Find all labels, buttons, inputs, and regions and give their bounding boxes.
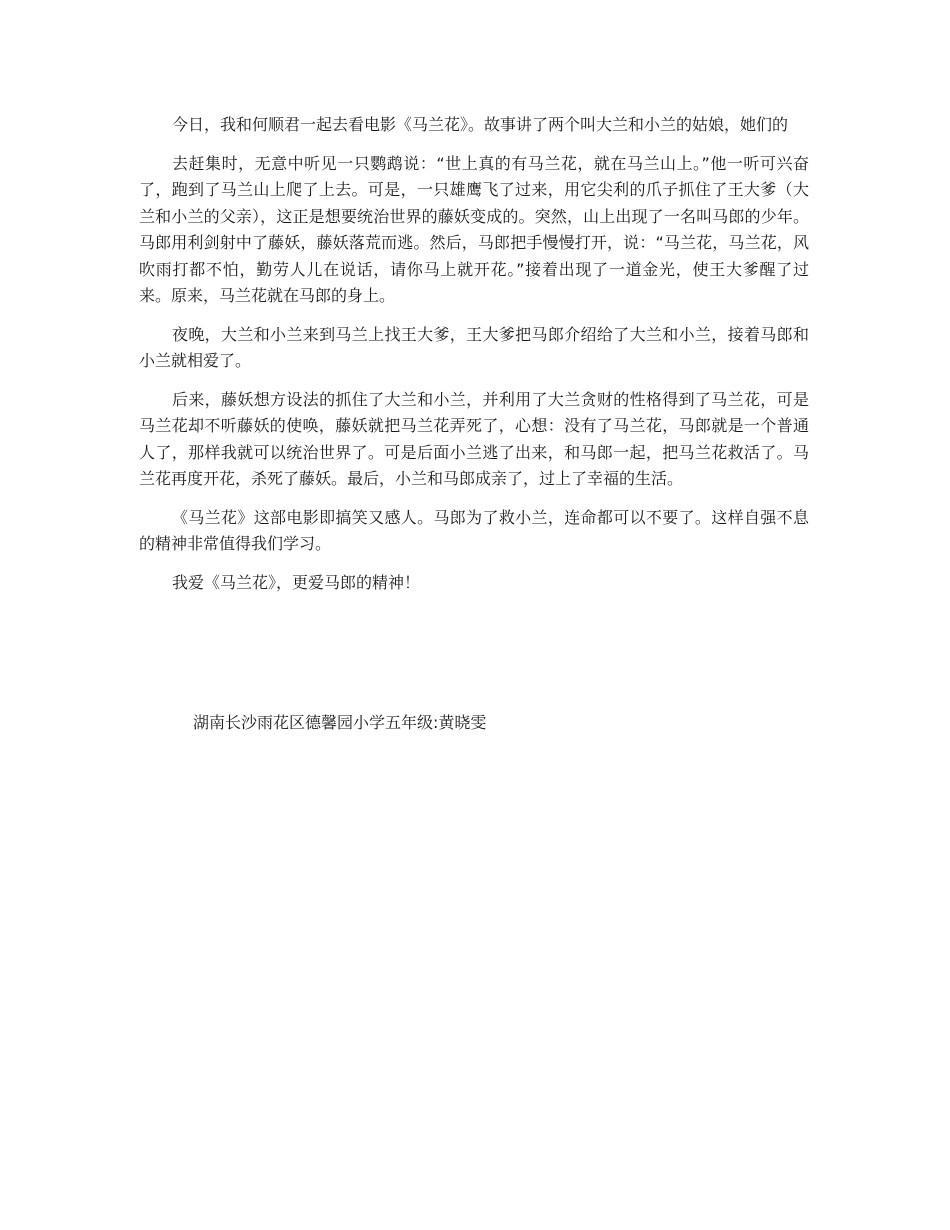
paragraph-1: 今日，我和何顺君一起去看电影《马兰花》。故事讲了两个叫大兰和小兰的姑娘，她们的 xyxy=(172,115,789,134)
paragraph-2: 去赶集时，无意中听见一只鹦鹉说：“世上真的有马兰花，就在马兰山上。”他一听可兴奋了，跑到了马兰山上爬了上去。可是，一只雄鹰飞了过来，用它尖利的爪子抓住了王大爹（大兰和小兰的父亲），这正是想要统治世界的藤妖变成的。突然，山上出现了一名叫马郎的少年。马郎用利剑射中了藤妖，藤妖落荒而逃。然后，马郎把手慢慢打开，说：“马兰花，马兰花，风吹雨打都不怕，勤劳人儿在说话，请你马上就开花。”接着出现了一道金光，使王大爹醒了过来。原来，马兰花就在马郎的身上。 xyxy=(139,153,809,305)
author-signature: 湖南长沙雨花区德馨园小学五年级:黄晓雯 xyxy=(193,713,487,732)
paragraph-3: 夜晚，大兰和小兰来到马兰上找王大爹，王大爹把马郎介绍给了大兰和小兰，接着马郎和小兰就相爱了。 xyxy=(139,324,809,370)
paragraph-4: 后来，藤妖想方设法的抓住了大兰和小兰，并利用了大兰贪财的性格得到了马兰花，可是马兰花却不听藤妖的使唤，藤妖就把马兰花弄死了，心想：没有了马兰花，马郎就是一个普通人了，那样我就可以统治世界了。可是后面小兰逃了出来，和马郎一起，把马兰花救活了。马兰花再度开花，杀死了藤妖。最后，小兰和马郎成亲了，过上了幸福的生活。 xyxy=(139,389,809,488)
paragraph-6: 我爱《马兰花》，更爱马郎的精神！ xyxy=(172,572,421,592)
essay-body xyxy=(139,112,809,608)
paragraph-5: 《马兰花》这部电影即搞笑又感人。马郎为了救小兰，连命都可以不要了。这样自强不息的精神非常值得我们学习。 xyxy=(139,507,809,553)
